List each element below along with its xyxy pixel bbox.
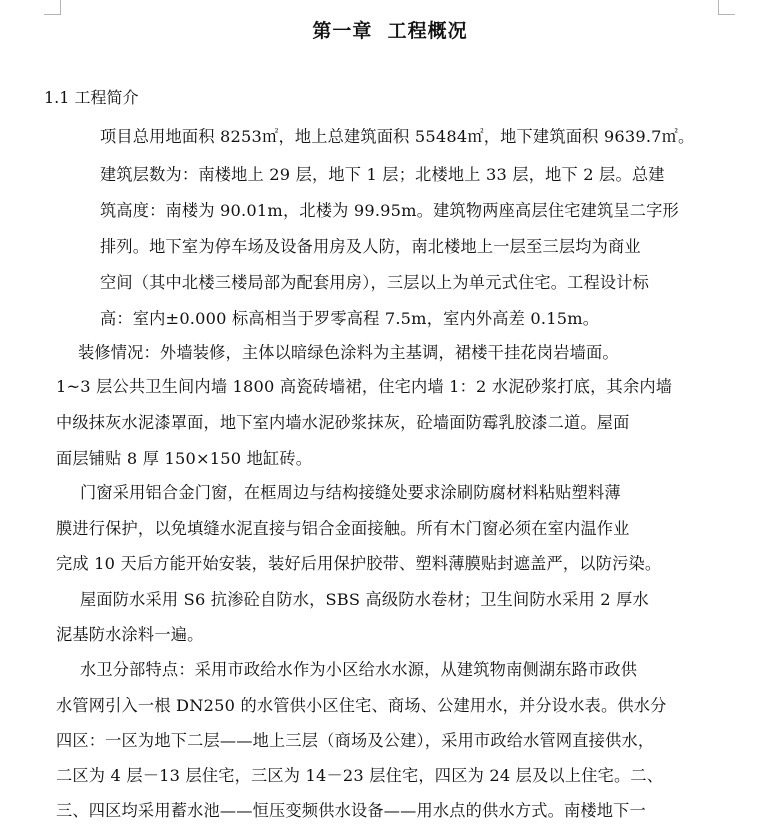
- text-line: 二区为 4 层－13 层住宅，三区为 14－23 层住宅，四区为 24 层及以上住宅。二、: [56, 766, 664, 785]
- text-line: 高：室内±0.000 标高相当于罗零高程 7.5m，室内外高差 0.15m。: [100, 309, 600, 328]
- text-line: 面层铺贴 8 厚 150×150 地缸砖。: [56, 449, 313, 468]
- text-line: 四区：一区为地下二层——地上三层（商场及公建），采用市政给水管网直接供水，: [56, 731, 655, 750]
- text-line: 中级抹灰水泥漆罩面，地下室内墙水泥砂浆抹灰，砼墙面防霉乳胶漆二道。屋面: [56, 413, 630, 432]
- text-line: 三、四区均采用蓄水池——恒压变频供水设备——用水点的供水方式。南楼地下一: [56, 801, 646, 820]
- text-line: 泥基防水涂料一遍。: [56, 625, 204, 644]
- chapter-title: 第一章 工程概况: [312, 20, 468, 42]
- text-line: 排列。地下室为停车场及设备用房及人防，南北楼地上一层至三层均为商业: [100, 237, 641, 256]
- page-corner-mark-left: [44, 0, 61, 15]
- text-line: 门窗采用铝合金门窗，在框周边与结构接缝处要求涂刷防腐材料粘贴塑料薄: [80, 483, 621, 502]
- text-line: 屋面防水采用 S6 抗渗砼自防水，SBS 高级防水卷材；卫生间防水采用 2 厚水: [80, 590, 649, 609]
- section-heading: 1.1 工程简介: [44, 88, 139, 107]
- text-line: 项目总用地面积 8253㎡，地上总建筑面积 55484㎡，地下建筑面积 9639.7㎡。: [100, 127, 695, 146]
- text-line: 膜进行保护，以免填缝水泥直接与铝合金面接触。所有木门窗必须在室内温作业: [56, 519, 630, 538]
- text-line: 完成 10 天后方能开始安装，装好后用保护胶带、塑料薄膜贴封遮盖严，以防污染。: [56, 554, 662, 573]
- text-line: 水卫分部特点：采用市政给水作为小区给水水源，从建筑物南侧湖东路市政供: [80, 660, 638, 679]
- text-line: 筑高度：南楼为 90.01m，北楼为 99.95m。建筑物两座高层住宅建筑呈二字形: [100, 201, 679, 220]
- text-line: 建筑层数为：南楼地上 29 层，地下 1 层；北楼地上 33 层，地下 2 层。总建: [100, 165, 665, 184]
- text-line: 1~3 层公共卫生间内墙 1800 高瓷砖墙裙，住宅内墙 1：2 水泥砂浆打底，其余内墙: [56, 377, 673, 396]
- page-corner-mark-right: [718, 0, 735, 15]
- text-line: 空间（其中北楼三楼局部为配套用房），三层以上为单元式住宅。工程设计标: [100, 273, 650, 292]
- text-line: 水管网引入一根 DN250 的水管供小区住宅、商场、公建用水，并分设水表。供水分: [56, 696, 667, 715]
- text-line: 装修情况：外墙装修，主体以暗绿色涂料为主基调，裙楼干挂花岗岩墙面。: [78, 343, 619, 362]
